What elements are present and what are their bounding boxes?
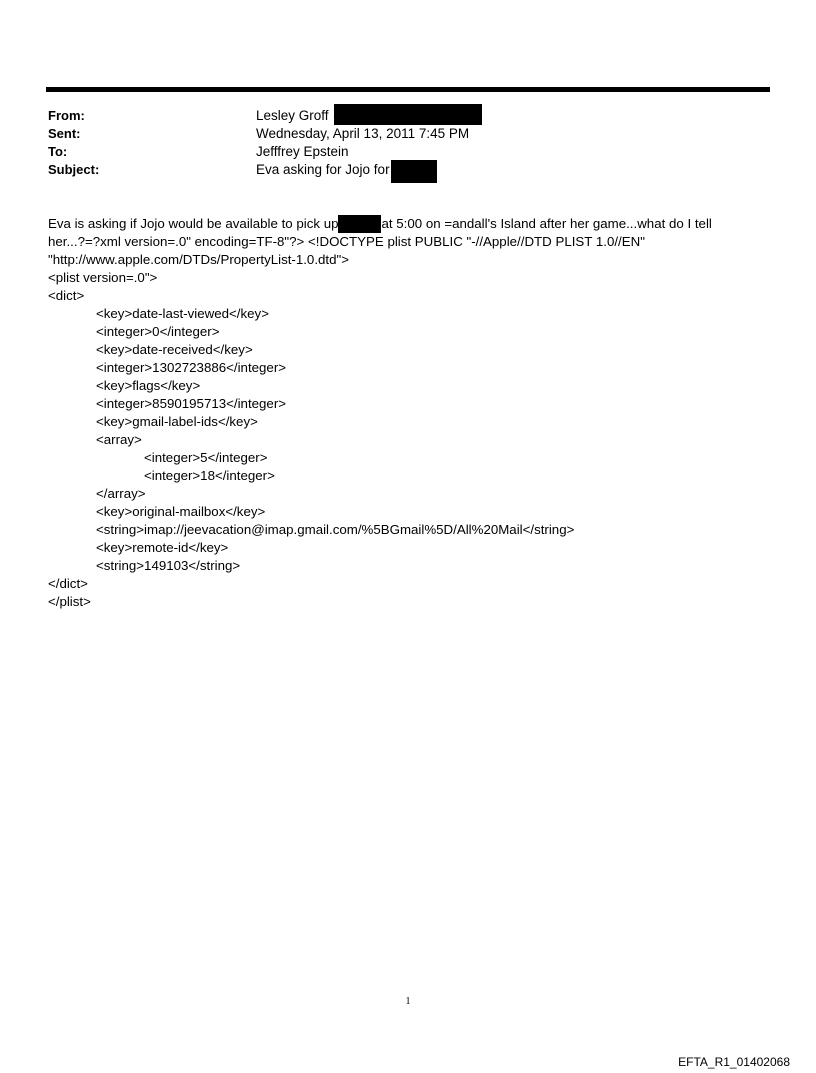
document-id: EFTA_R1_01402068 bbox=[678, 1055, 790, 1069]
header-rule bbox=[46, 87, 770, 92]
from-value bbox=[256, 107, 482, 125]
body-line: <integer>18</integer> bbox=[144, 468, 275, 483]
redaction-box bbox=[338, 215, 381, 233]
body-line: <key>gmail-label-ids</key> bbox=[96, 414, 258, 429]
redaction-box bbox=[391, 160, 437, 183]
to-value: Jefffrey Epstein bbox=[256, 144, 349, 159]
sent-label: Sent: bbox=[48, 126, 81, 141]
subject-label: Subject: bbox=[48, 162, 100, 177]
body-line: <integer>1302723886</integer> bbox=[96, 360, 287, 375]
body-line: </plist> bbox=[48, 594, 91, 609]
body-line: </array> bbox=[96, 486, 146, 501]
body-line: <key>date-last-viewed</key> bbox=[96, 306, 269, 321]
body-line: <integer>8590195713</integer> bbox=[96, 396, 287, 411]
body-line bbox=[48, 215, 768, 233]
body-line: <integer>0</integer> bbox=[96, 324, 220, 339]
body-line: <string>imap://jeevacation@imap.gmail.com/%5BGmail%5D/All%20Mail</string> bbox=[96, 522, 575, 537]
from-name: Lesley Groff bbox=[256, 108, 329, 123]
body-line: <integer>5</integer> bbox=[144, 450, 268, 465]
body-text: Eva is asking if Jojo would be available to pick up bbox=[48, 216, 339, 231]
body-line: <key>flags</key> bbox=[96, 378, 201, 393]
to-label: To: bbox=[48, 144, 68, 159]
email-body bbox=[48, 215, 768, 611]
subject-value bbox=[256, 161, 437, 183]
body-line: <key>remote-id</key> bbox=[96, 540, 229, 555]
subject-text: Eva asking for Jojo for bbox=[256, 162, 390, 177]
body-line: <plist version=.0"> bbox=[48, 270, 158, 285]
page-number: 1 bbox=[405, 996, 411, 1007]
body-line: <dict> bbox=[48, 288, 85, 303]
from-label: From: bbox=[48, 108, 85, 123]
redaction-box bbox=[334, 104, 482, 125]
body-line: <key>original-mailbox</key> bbox=[96, 504, 266, 519]
body-line: </dict> bbox=[48, 576, 88, 591]
body-text: at 5:00 on =andall's Island after her game...what do I tell bbox=[381, 216, 712, 231]
body-line: <string>149103</string> bbox=[96, 558, 241, 573]
body-line: "http://www.apple.com/DTDs/PropertyList-1.0.dtd"> bbox=[48, 252, 349, 267]
body-line: <array> bbox=[96, 432, 142, 447]
body-line: her...?=?xml version=.0" encoding=TF-8"?> <!DOCTYPE plist PUBLIC "-//Apple//DTD PLIST 1.0//EN" bbox=[48, 234, 645, 249]
body-line: <key>date-received</key> bbox=[96, 342, 253, 357]
sent-value: Wednesday, April 13, 2011 7:45 PM bbox=[256, 126, 470, 141]
